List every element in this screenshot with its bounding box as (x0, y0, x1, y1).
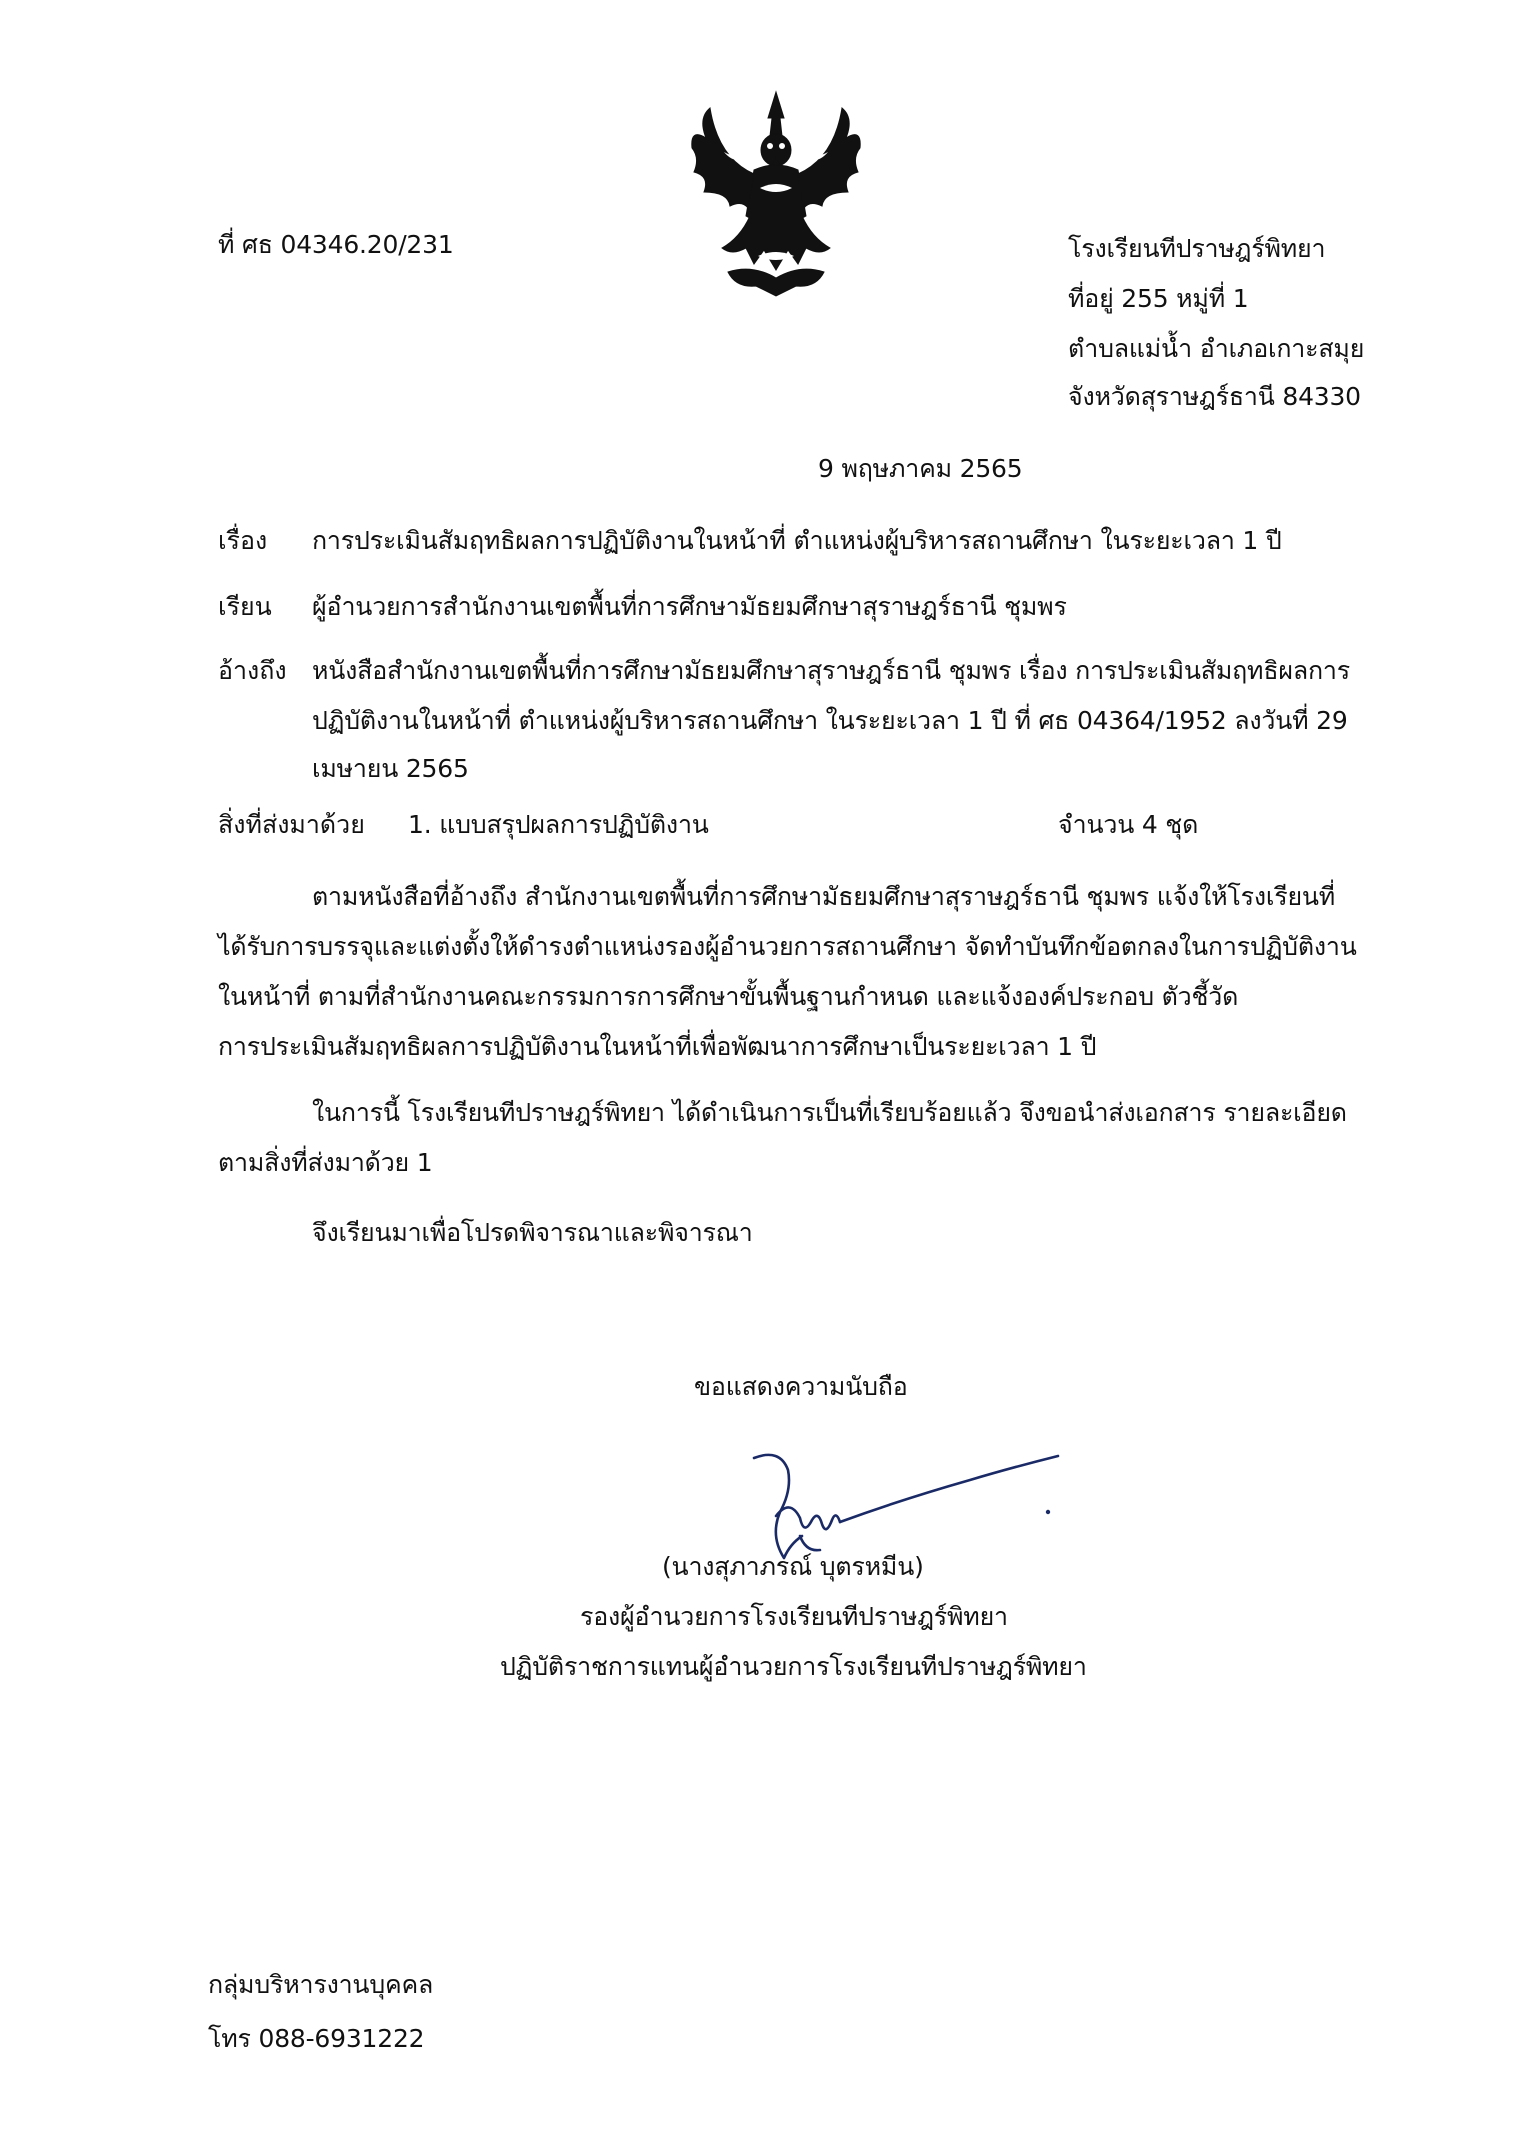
enclosure-item: 1. แบบสรุปผลการปฏิบัติงาน (408, 810, 709, 839)
sender-address-line: ตำบลแม่น้ำ อำเภอเกาะสมุย (1068, 334, 1365, 363)
signer-acting-title: ปฏิบัติราชการแทนผู้อำนวยการโรงเรียนทีปราษฎร์พิทยา (500, 1652, 1087, 1681)
recipient-label: เรียน (218, 592, 272, 621)
footer-department: กลุ่มบริหารงานบุคคล (208, 1970, 434, 1999)
letter-date: 9 พฤษภาคม 2565 (818, 454, 1023, 483)
subject-text: การประเมินสัมฤทธิผลการปฏิบัติงานในหน้าที่ ตำแหน่งผู้บริหารสถานศึกษา ในระยะเวลา 1 ปี (312, 526, 1282, 555)
enclosure-label: สิ่งที่ส่งมาด้วย (218, 810, 365, 839)
reference-label: อ้างถึง (218, 656, 287, 685)
body-paragraph-line: ได้รับการบรรจุและแต่งตั้งให้ดำรงตำแหน่งรองผู้อำนวยการสถานศึกษา จัดทำบันทึกข้อตกลงในการปฏิบัติงาน (218, 932, 1357, 961)
enclosure-quantity: จำนวน 4 ชุด (1058, 810, 1199, 839)
footer-phone: โทร 088-6931222 (208, 2024, 425, 2053)
complimentary-close: ขอแสดงความนับถือ (694, 1372, 908, 1401)
closing-request: จึงเรียนมาเพื่อโปรดพิจารณาและพิจารณา (312, 1218, 753, 1247)
reference-line: หนังสือสำนักงานเขตพื้นที่การศึกษามัธยมศึกษาสุราษฎร์ธานี ชุมพร เรื่อง การประเมินสัมฤทธิผลการ (312, 656, 1350, 685)
body-paragraph-line: การประเมินสัมฤทธิผลการปฏิบัติงานในหน้าที่เพื่อพัฒนาการศึกษาเป็นระยะเวลา 1 ปี (218, 1032, 1097, 1061)
recipient-text: ผู้อำนวยการสำนักงานเขตพื้นที่การศึกษามัธยมศึกษาสุราษฎร์ธานี ชุมพร (312, 592, 1067, 621)
reference-line: ปฏิบัติงานในหน้าที่ ตำแหน่งผู้บริหารสถานศึกษา ในระยะเวลา 1 ปี ที่ ศธ 04364/1952 ลงวันที่ 29 (312, 706, 1348, 735)
body-paragraph-line: ตามสิ่งที่ส่งมาด้วย 1 (218, 1148, 433, 1177)
sender-address-line: จังหวัดสุราษฎร์ธานี 84330 (1068, 382, 1361, 411)
subject-label: เรื่อง (218, 526, 268, 555)
body-paragraph-line: ในการนี้ โรงเรียนทีปราษฎร์พิทยา ได้ดำเนินการเป็นที่เรียบร้อยแล้ว จึงขอนำส่งเอกสาร รายละเอียด (312, 1098, 1347, 1127)
reference-line: เมษายน 2565 (312, 754, 469, 783)
sender-address-line: ที่อยู่ 255 หมู่ที่ 1 (1068, 284, 1249, 313)
signer-name: (นางสุภาภรณ์ บุตรหมีน) (662, 1552, 924, 1581)
garuda-emblem-icon (688, 88, 864, 298)
body-paragraph-line: ในหน้าที่ ตามที่สำนักงานคณะกรรมการการศึกษาขั้นพื้นฐานกำหนด และแจ้งองค์ประกอบ ตัวชี้วัด (218, 982, 1239, 1011)
sender-school-name: โรงเรียนทีปราษฎร์พิทยา (1068, 234, 1326, 263)
reference-number: ที่ ศธ 04346.20/231 (218, 230, 454, 259)
body-paragraph-line: ตามหนังสือที่อ้างถึง สำนักงานเขตพื้นที่การศึกษามัธยมศึกษาสุราษฎร์ธานี ชุมพร แจ้งให้โรงเรียนที่ (312, 882, 1336, 911)
signer-title: รองผู้อำนวยการโรงเรียนทีปราษฎร์พิทยา (580, 1602, 1008, 1631)
